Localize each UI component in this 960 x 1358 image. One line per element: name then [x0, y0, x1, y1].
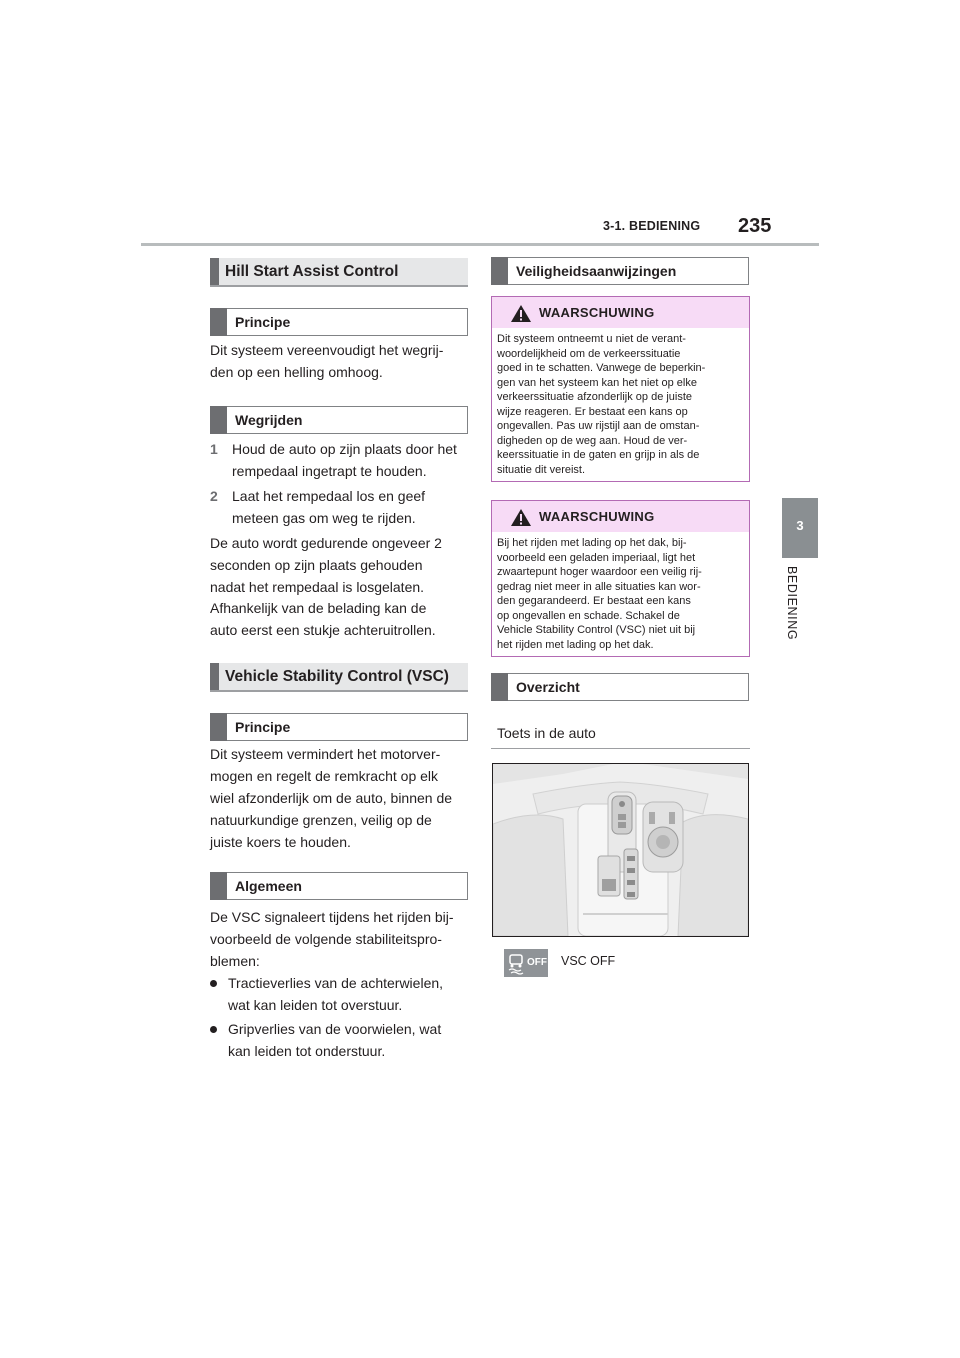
step-1 [210, 438, 472, 482]
subheading-safety [491, 257, 749, 285]
text-line: Houd de auto op zijn plaats door het [232, 441, 457, 457]
page-number: 235 [738, 215, 772, 237]
heading-text: Hill Start Assist Control [225, 263, 399, 280]
subheading-algemeen [210, 872, 468, 900]
paragraph-hold-time [210, 532, 472, 598]
text-line: Bij het rijden met lading op het dak, bij- [497, 537, 687, 549]
vsc-off-label: VSC OFF [561, 954, 616, 968]
text-line: auto eerst een stukje achteruitrollen. [210, 622, 436, 638]
paragraph-load [210, 597, 472, 641]
subheading-text: Principe [235, 719, 291, 735]
subheading-bar [491, 257, 508, 285]
header-rule [141, 243, 819, 246]
warning-body [492, 532, 749, 652]
subheading-bar [210, 406, 227, 434]
text-line: juiste koers te houden. [210, 834, 351, 850]
step-number: 2 [210, 488, 218, 504]
subheading-toets: Toets in de auto [497, 725, 596, 741]
subheading-bar [210, 308, 227, 336]
center-console-drawing [493, 764, 748, 936]
warning-header [492, 297, 749, 328]
chapter-side-label [785, 566, 807, 646]
heading-vsc [210, 663, 468, 692]
center-console-illustration [492, 763, 749, 937]
paragraph-hsa-intro [210, 339, 472, 383]
text-line: op ongevallen en schade. Schakel de [497, 609, 680, 622]
text-line: woordelijkheid om de verkeerssituatie [497, 347, 681, 360]
subheading-principe-1 [210, 308, 468, 336]
text-line: gedrag niet meer in alle situaties kan wor- [497, 580, 701, 593]
subheading-text: Veiligheidsaanwijzingen [516, 263, 677, 279]
warning-label: WAARSCHUWING [539, 509, 655, 524]
text-line: kan leiden tot onderstuur. [228, 1043, 386, 1059]
text-line: blemen: [210, 953, 260, 969]
text-line: natuurkundige grenzen, veilig op de [210, 812, 432, 828]
text-line: het rijden met lading op het dak. [497, 638, 654, 651]
paragraph-algemeen [210, 906, 472, 972]
subheading-bar [210, 713, 227, 741]
subheading-bar [210, 872, 227, 900]
text-line: gen van het systeem kan het niet op elke [497, 376, 697, 389]
text-line: Vehicle Stability Control (VSC) niet uit bij [497, 624, 696, 636]
vsc-off-button-icon [504, 949, 548, 977]
warning-triangle-icon [510, 508, 532, 527]
paragraph-vsc-intro [210, 743, 472, 853]
text-line: Dit systeem vereenvoudigt het wegrij- [210, 342, 444, 358]
warning-body [492, 328, 749, 477]
subheading-principe-2 [210, 713, 468, 741]
text-line: voorbeeld een geladen imperiaal, ligt het [497, 551, 696, 564]
text-line: Gripverlies van de voorwielen, wat [228, 1021, 442, 1037]
text-line: meteen gas om weg te rijden. [232, 510, 416, 526]
subheading-overzicht [491, 673, 749, 701]
warning-box-2 [491, 500, 750, 657]
subheading-wegrijden [210, 406, 468, 434]
text-line: Dit systeem vermindert het motorver- [210, 746, 441, 762]
text-line: rempedaal ingetrapt te houden. [232, 463, 427, 479]
text-line: wiel afzonderlijk om de auto, binnen de [210, 790, 453, 806]
chapter-name: BEDIENING [785, 566, 799, 641]
chapter-tab: 3 [782, 498, 818, 558]
warning-box-1 [491, 296, 750, 482]
bullet-item-2 [210, 1018, 472, 1062]
text-line: voorbeeld de volgende stabiliteitspro- [210, 931, 442, 947]
subheading-bar [491, 673, 508, 701]
text-line: Laat het rempedaal los en geef [232, 488, 426, 504]
warning-triangle-icon [510, 304, 532, 323]
text-line: den op een helling omhoog. [210, 364, 383, 380]
text-line: De VSC signaleert tijdens het rijden bij- [210, 909, 454, 925]
text-line: Afhankelijk van de belading kan de [210, 600, 427, 616]
heading-hill-start-assist [210, 258, 468, 287]
warning-label: WAARSCHUWING [539, 305, 655, 320]
subheading-text: Algemeen [235, 878, 302, 894]
text-line: mogen en regelt de remkracht op elk [210, 768, 439, 784]
warning-header [492, 501, 749, 532]
text-line: Dit systeem ontneemt u niet de verant- [497, 333, 686, 345]
text-line: ongevallen. Pas uw rijstijl aan de omstan- [497, 420, 700, 432]
text-line: keerssituatie in de gaten en grijp in als de [497, 449, 700, 461]
subheading-text: Overzicht [516, 679, 580, 695]
text-line: situatie dit vereist. [497, 463, 586, 476]
text-line: seconden op zijn plaats gehouden [210, 557, 423, 573]
text-line: wijze reageren. Er bestaat een kans op [497, 405, 688, 418]
text-line: digheden op de weg aan. Houd de ver- [497, 434, 688, 447]
text-line: goed in te schatten. Vanwege de beperkin- [497, 362, 706, 374]
text-line: wat kan leiden tot overstuur. [228, 997, 403, 1013]
heading-bar [210, 258, 219, 285]
vsc-off-icon-text: OFF [527, 957, 547, 968]
bullet-dot [210, 1026, 217, 1033]
subheading-rule [491, 748, 750, 749]
step-2 [210, 485, 472, 529]
running-header-section: 3-1. BEDIENING [603, 219, 701, 233]
text-line: den gegarandeerd. Er bestaat een kans [497, 595, 691, 607]
text-line: zwaartepunt hoger waardoor een veilig rij- [497, 566, 702, 578]
bullet-item-1 [210, 972, 472, 1016]
text-line: Tractieverlies van de achterwielen, [228, 975, 444, 991]
text-line: verkeerssituatie afzonderlijk op de juiste [497, 391, 693, 403]
heading-text: Vehicle Stability Control (VSC) [225, 668, 449, 685]
subheading-text: Principe [235, 314, 291, 330]
text-line: nadat het rempedaal is losgelaten. [210, 579, 425, 595]
bullet-dot [210, 980, 217, 987]
step-number: 1 [210, 441, 218, 457]
text-line: De auto wordt gedurende ongeveer 2 [210, 535, 442, 551]
subheading-text: Wegrijden [235, 412, 303, 428]
heading-bar [210, 663, 219, 690]
